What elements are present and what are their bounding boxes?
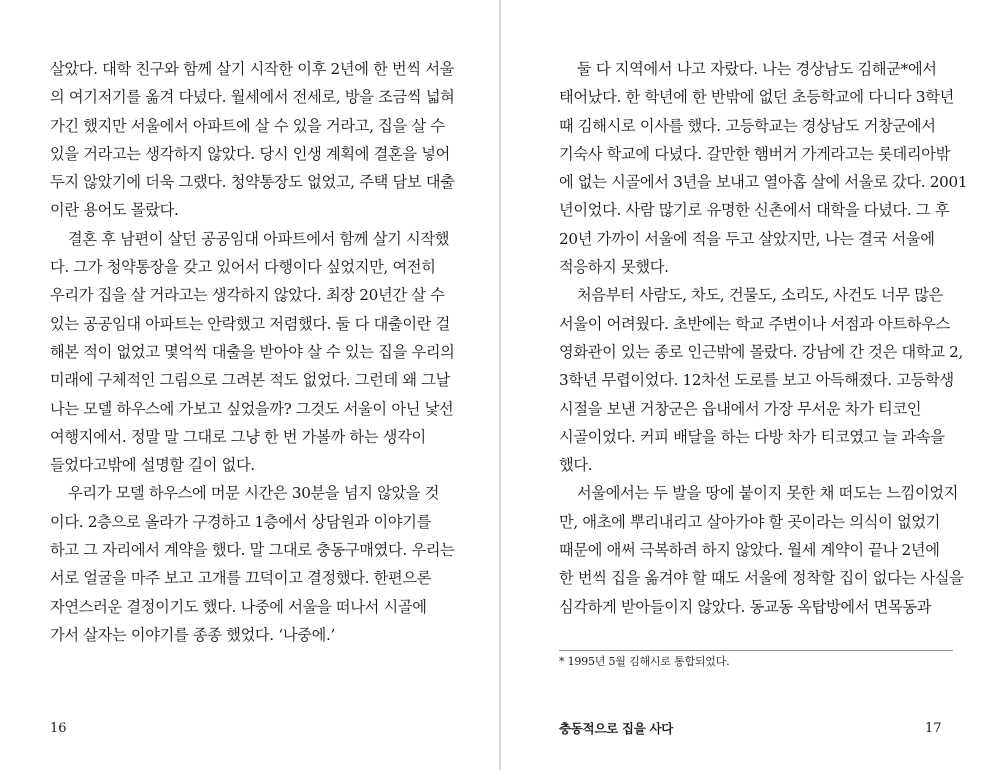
text-line: 나는 모델 하우스에 가보고 싶었을까? 그것도 서울이 아닌 낯선 xyxy=(50,399,454,418)
right-page-number: 17 xyxy=(925,721,942,736)
text-line: 서로 얼굴을 마주 보고 고개를 끄덕이고 결정했다. 한편으론 xyxy=(50,569,432,588)
text-line: 자연스러운 결정이기도 했다. 나중에 서울을 떠나서 시골에 xyxy=(50,597,427,616)
text-line: 서울이 어려웠다. 초반에는 학교 주변이나 서점과 아트하우스 xyxy=(559,314,950,333)
text-line: 했다. xyxy=(559,456,593,475)
left-page-number: 16 xyxy=(50,721,67,736)
footnote-divider xyxy=(559,650,953,651)
text-line: 서울에서는 두 발을 땅에 붙이지 못한 채 떠도는 느낌이었지 xyxy=(577,484,959,503)
text-line: 심각하게 받아들이지 않았다. 동교동 옥탑방에서 면목동과 xyxy=(559,597,932,616)
text-line: 가서 살자는 이야기를 종종 했었다. ‘나중에.’ xyxy=(50,625,336,644)
text-line: 시절을 보낸 거창군은 읍내에서 가장 무서운 차가 티코인 xyxy=(559,399,922,418)
right-page-body-text xyxy=(559,55,967,621)
text-line: 해본 적이 없었고 몇억씩 대출을 받아야 살 수 있는 집을 우리의 xyxy=(50,342,455,361)
text-line: 둘 다 지역에서 나고 자랐다. 나는 경상남도 김해군*에서 xyxy=(577,60,937,78)
text-line: 여행지에서. 정말 말 그대로 그냥 한 번 가볼까 하는 생각이 xyxy=(50,427,426,446)
text-line: 미래에 구체적인 그림으로 그려본 적도 없었다. 그런데 왜 그날 xyxy=(50,371,451,390)
text-line: 때 김해시로 이사를 했다. 고등학교는 경상남도 거창군에서 xyxy=(559,116,936,135)
left-page xyxy=(0,0,499,770)
text-line: 때문에 애써 극복하려 하지 않았다. 월세 계약이 끝나 2년에 xyxy=(559,541,940,560)
text-line: 에 없는 시골에서 3년을 보내고 열아홉 살에 서울로 갔다. 2001 xyxy=(559,173,968,192)
left-page-body-text xyxy=(50,55,455,649)
text-line: 두지 않았기에 더욱 그랬다. 청약통장도 없었고, 주택 담보 대출 xyxy=(50,173,455,192)
text-line: 가긴 했지만 서울에서 아파트에 살 수 있을 거라고, 집을 살 수 xyxy=(50,116,445,135)
text-line: 이란 용어도 몰랐다. xyxy=(50,201,179,220)
text-line: 처음부터 사람도, 차도, 건물도, 소리도, 사건도 너무 많은 xyxy=(577,286,943,305)
right-page xyxy=(501,0,1000,770)
running-title: 충동적으로 집을 사다 xyxy=(559,721,674,736)
text-line: 3학년 무렵이었다. 12차선 도로를 보고 아득해졌다. 고등학생 xyxy=(559,371,954,390)
text-line: 이다. 2층으로 올라가 구경하고 1층에서 상담원과 이야기를 xyxy=(50,512,431,531)
text-line: 년이었다. 사람 많기로 유명한 신촌에서 대학을 다녔다. 그 후 xyxy=(559,201,950,220)
text-line: 의 여기저기를 옮겨 다녔다. 월세에서 전세로, 방을 조금씩 넓혀 xyxy=(50,88,455,107)
text-line: 하고 그 자리에서 계약을 했다. 말 그대로 충동구매였다. 우리는 xyxy=(50,541,455,560)
text-line: 있을 거라고는 생각하지 않았다. 당시 인생 계획에 결혼을 넣어 xyxy=(50,144,451,163)
text-line: 우리가 모델 하우스에 머문 시간은 30분을 넘지 않았을 것 xyxy=(68,484,440,503)
text-line: 태어났다. 한 학년에 한 반밖에 없던 초등학교에 다니다 3학년 xyxy=(559,88,955,107)
text-line: 들었다고밖에 설명할 길이 없다. xyxy=(50,456,255,475)
footnote: * 1995년 5월 김해시로 통합되었다. xyxy=(559,655,730,668)
text-line: 있는 공공임대 아파트는 안락했고 저렴했다. 둘 다 대출이란 걸 xyxy=(50,314,451,333)
text-line: 시골이었다. 커피 배달을 하는 다방 차가 티코였고 늘 과속을 xyxy=(559,427,945,446)
text-line: 결혼 후 남편이 살던 공공임대 아파트에서 함께 살기 시작했 xyxy=(68,229,450,248)
text-line: 20년 가까이 서울에 적을 두고 살았지만, 나는 결국 서울에 xyxy=(559,229,935,248)
text-line: 우리가 집을 살 거라고는 생각하지 않았다. 최장 20년간 살 수 xyxy=(50,286,445,305)
text-line: 한 번씩 집을 옮겨야 할 때도 서울에 정착할 집이 없다는 사실을 xyxy=(559,569,964,588)
text-line: 만, 애초에 뿌리내리고 살아가야 할 곳이라는 의식이 없었기 xyxy=(559,512,941,531)
text-line: 살았다. 대학 친구와 함께 살기 시작한 이후 2년에 한 번씩 서울 xyxy=(50,60,455,78)
text-line: 다. 그가 청약통장을 갖고 있어서 다행이다 싶었지만, 여전히 xyxy=(50,258,436,277)
text-line: 영화관이 있는 종로 인근밖에 몰랐다. 강남에 간 것은 대학교 2, xyxy=(559,342,964,361)
text-line: 적응하지 못했다. xyxy=(559,258,669,277)
text-line: 기숙사 학교에 다녔다. 갈만한 햄버거 가게라고는 롯데리아밖 xyxy=(559,144,950,163)
